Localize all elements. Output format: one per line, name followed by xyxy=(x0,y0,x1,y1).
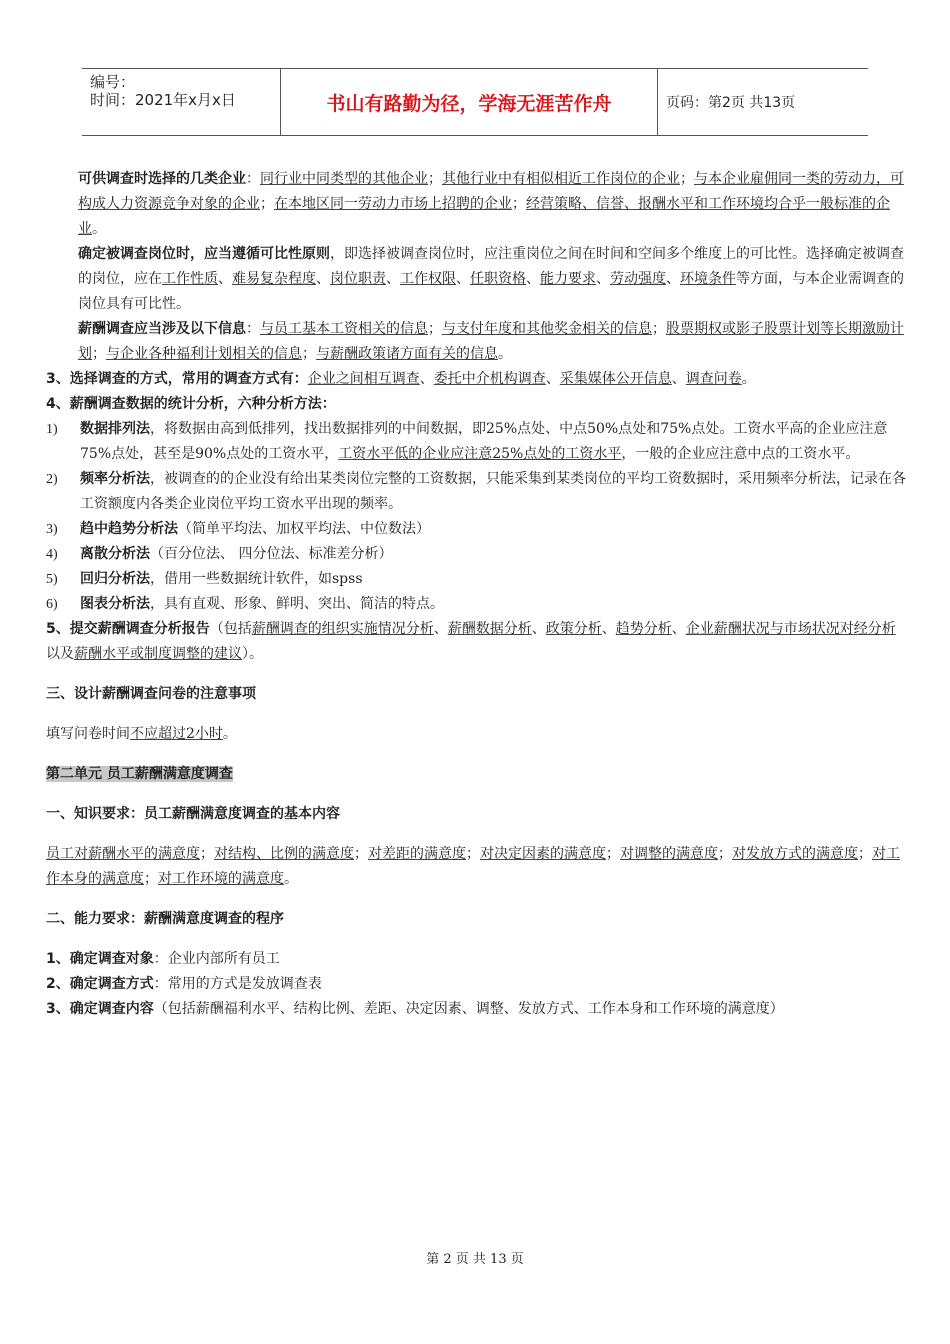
date-label: 时间：2021年x月x日 xyxy=(90,91,236,109)
section-heading: 三、设计薪酬调查问卷的注意事项 xyxy=(46,686,256,702)
paragraph-survey-companies: 可供调查时选择的几类企业：同行业中同类型的其他企业；其他行业中有相似相近工作岗位的企业；与本企业雇佣同一类的劳动力，可构成人力资源竞争对象的企业；在本地区同一劳动力市场上招聘的企业；经营策略、信誉、报酬水平和工作环境均合乎一般标准的企业。 xyxy=(78,171,904,237)
bold-term: 5、提交薪酬调查分析报告 xyxy=(46,621,210,637)
bold-term: 确定被调查岗位时，应当遵循可比性原则 xyxy=(78,246,330,262)
list-item: 1) 数据排列法，将数据由高到低排列，找出数据排列的中间数据，即25%点处、中点50%点处和75%点处。工资水平高的企业应注意75%点处，甚至是90%点处的工资水平，工资水平低的企业应注意25%点处的工资水平，一般的企业应注意中点的工资水平。 xyxy=(46,421,888,462)
step-item: 3、确定调查内容（包括薪酬福利水平、结构比例、差距、决定因素、调整、发放方式、工作本身和工作环境的满意度） xyxy=(46,1001,784,1017)
paragraph-time-limit: 填写问卷时间不应超过2小时。 xyxy=(46,726,237,742)
header-table xyxy=(82,68,868,136)
bold-term: 可供调查时选择的几类企业 xyxy=(78,171,246,187)
paragraph-analysis-heading: 4、薪酬调查数据的统计分析，六种分析方法： xyxy=(46,396,336,412)
header-meta-cell xyxy=(82,69,280,135)
paragraph-satisfaction-content: 员工对薪酬水平的满意度；对结构、比例的满意度；对差距的满意度；对决定因素的满意度；对调整的满意度；对发放方式的满意度；对工作本身的满意度；对工作环境的满意度。 xyxy=(46,846,900,887)
list-item: 2) 频率分析法，被调查的的企业没有给出某类岗位完整的工资数据，只能采集到某类岗位的平均工资数据时，采用频率分析法，记录在各工资额度内各类企业岗位平均工资水平出现的频率。 xyxy=(46,471,906,512)
section-heading: 一、知识要求：员工薪酬满意度调查的基本内容 xyxy=(46,806,340,822)
step-item: 1、确定调查对象：企业内部所有员工 xyxy=(46,951,280,967)
list-item: 6) 图表分析法，具有直观、形象、鲜明、突出、简洁的特点。 xyxy=(46,596,444,612)
paragraph-survey-methods: 3、选择调查的方式，常用的调查方式有：企业之间相互调查、委托中介机构调查、采集媒体公开信息、调查问卷。 xyxy=(46,371,756,387)
step-item: 2、确定调查方式：常用的方式是发放调查表 xyxy=(46,976,322,992)
list-item: 5) 回归分析法，借用一些数据统计软件，如spss xyxy=(46,571,363,587)
bold-term: 薪酬调查应当涉及以下信息 xyxy=(78,321,246,337)
document-body xyxy=(46,167,906,1022)
paragraph-comparability: 确定被调查岗位时，应当遵循可比性原则，即选择被调查岗位时，应注重岗位之间在时间和空间多个维度上的可比性。选择确定被调查的岗位，应在工作性质、难易复杂程度、岗位职责、工作权限、任职资格、能力要求、劳动强度、环境条件等方面，与本企业需调查的岗位具有可比性。 xyxy=(78,246,904,312)
unit-heading: 第二单元 员工薪酬满意度调查 xyxy=(46,766,233,782)
list-item: 3) 趋中趋势分析法（简单平均法、加权平均法、中位数法） xyxy=(46,521,430,537)
page-footer: 第 2 页 共 13 页 xyxy=(426,1252,524,1267)
header-motto: 书山有路勤为径，学海无涯苦作舟 xyxy=(280,69,658,135)
section-heading: 二、能力要求：薪酬满意度调查的程序 xyxy=(46,911,284,927)
header-page-label: 页码：第2页 共13页 xyxy=(666,95,796,111)
bold-term: 3、选择调查的方式，常用的调查方式有： xyxy=(46,371,308,387)
paragraph-survey-info: 薪酬调查应当涉及以下信息：与员工基本工资相关的信息；与支付年度和其他奖金相关的信息；股票期权或影子股票计划等长期激励计划；与企业各种福利计划相关的信息；与薪酬政策诸方面有关的信息。 xyxy=(78,321,904,362)
code-label: 编号： xyxy=(90,73,136,91)
list-item: 4) 离散分析法（百分位法、 四分位法、标准差分析） xyxy=(46,546,393,562)
paragraph-report: 5、提交薪酬调查分析报告（包括薪酬调查的组织实施情况分析、薪酬数据分析、政策分析、趋势分析、企业薪酬状况与市场状况对经分析以及薪酬水平或制度调整的建议）。 xyxy=(46,621,896,662)
